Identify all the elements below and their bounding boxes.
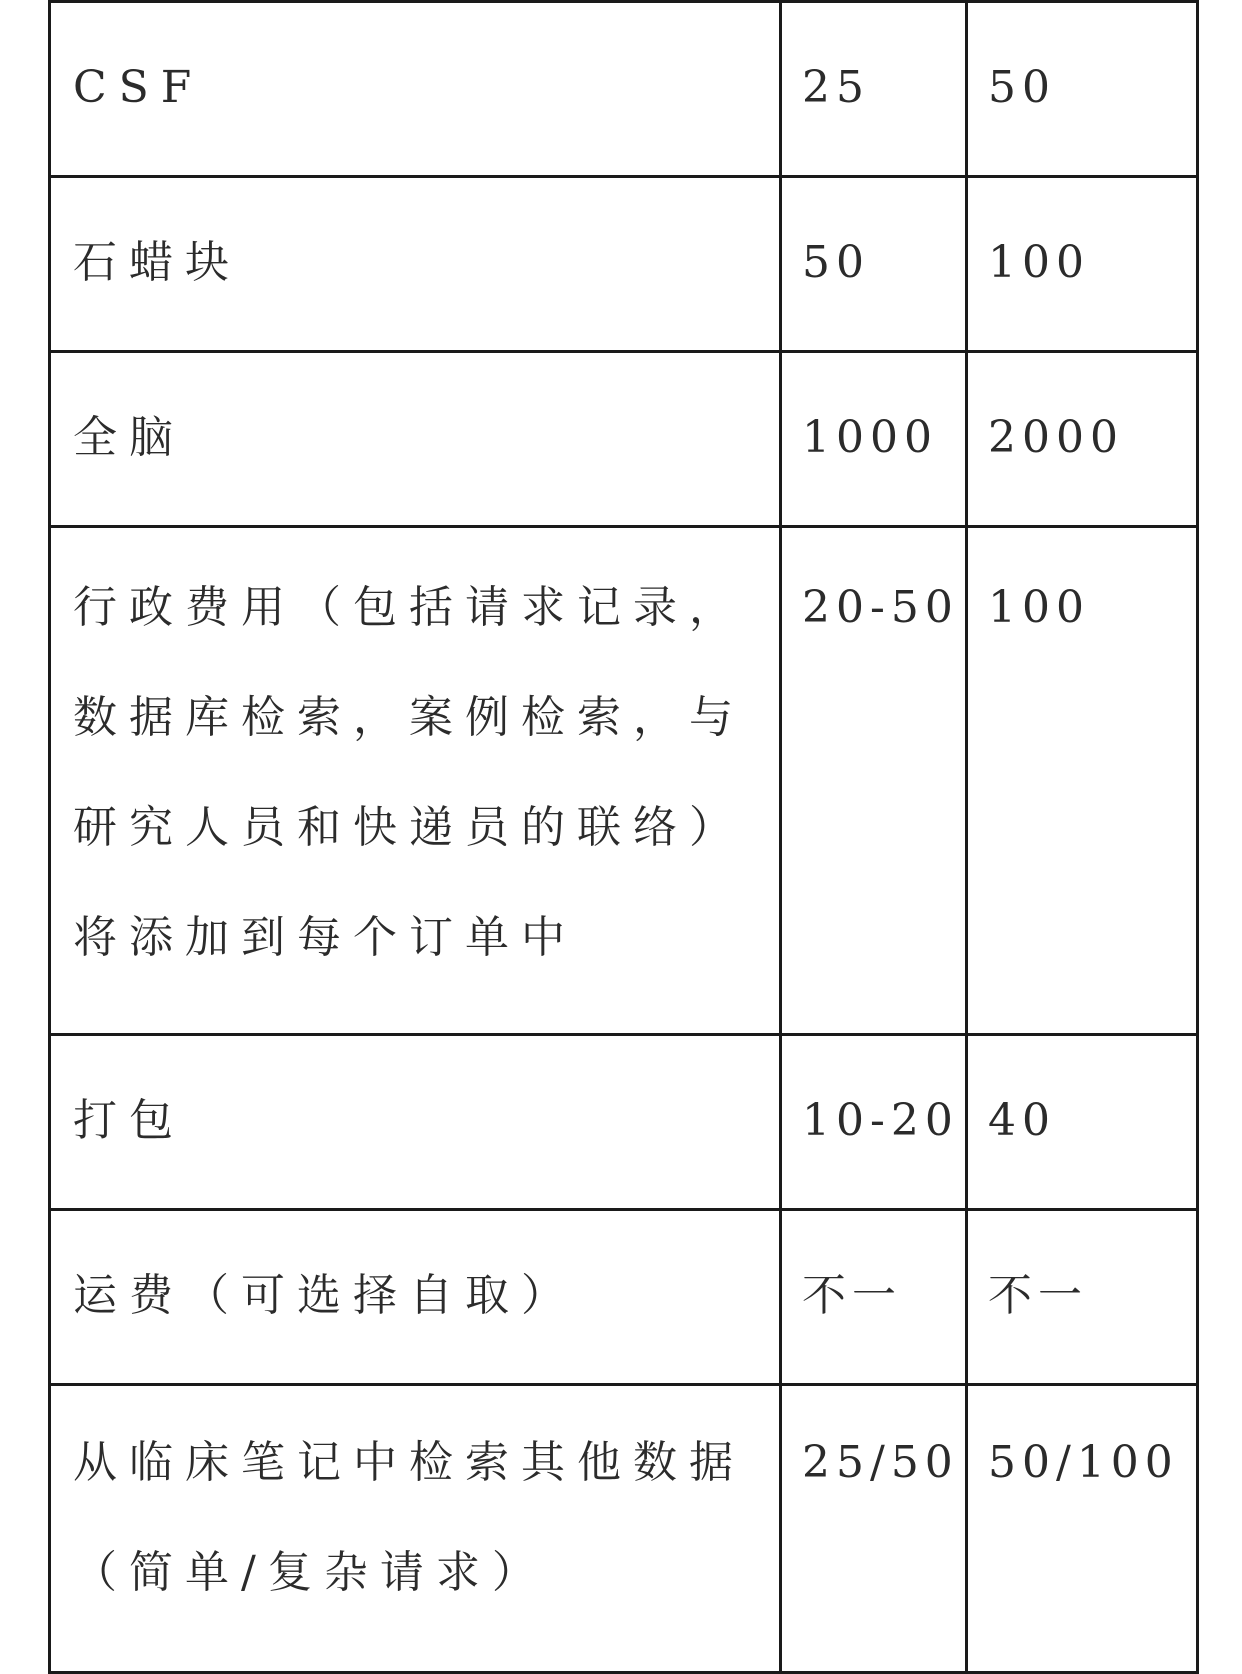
price-a-value: 50: [802, 237, 870, 288]
price-a-cell: [781, 1210, 967, 1385]
price-b-cell: [967, 1210, 1198, 1385]
table-row: [50, 2, 1198, 177]
price-b-value: 40: [988, 1095, 1056, 1146]
price-a-cell: [781, 177, 967, 352]
item-label: 全脑: [73, 412, 185, 463]
price-b-value: 50: [988, 62, 1056, 113]
table-row: [50, 1210, 1198, 1385]
price-a-value: 不一: [802, 1270, 902, 1321]
item-cell: [50, 352, 781, 527]
price-a-cell: [781, 2, 967, 177]
price-a-value: 25/50: [802, 1437, 959, 1488]
table-row: [50, 527, 1198, 1035]
price-a-value: 20-50: [802, 582, 959, 633]
item-cell: [50, 1385, 781, 1673]
item-label: 运费（可选择自取）: [73, 1270, 577, 1321]
price-b-value: 不一: [988, 1270, 1088, 1321]
price-b-value: 100: [988, 237, 1090, 288]
item-label: 石蜡块: [73, 237, 241, 288]
item-label: 行政费用（包括请求记录，数据库检索，案例检索，与研究人员和快递员的联络）将添加到每个订单中: [73, 582, 745, 963]
table-row: [50, 1385, 1198, 1673]
price-b-cell: [967, 1035, 1198, 1210]
price-b-value: 100: [988, 582, 1090, 633]
item-cell: [50, 1035, 781, 1210]
price-a-cell: [781, 1035, 967, 1210]
price-a-value: 10-20: [802, 1095, 959, 1146]
price-b-cell: [967, 352, 1198, 527]
price-b-value: 2000: [988, 412, 1124, 463]
price-b-cell: [967, 177, 1198, 352]
price-b-cell: [967, 2, 1198, 177]
price-b-value: 50/100: [988, 1437, 1179, 1488]
table-row: [50, 177, 1198, 352]
table-row: [50, 1035, 1198, 1210]
item-label: CSF: [73, 62, 204, 113]
price-b-cell: [967, 1385, 1198, 1673]
item-cell: [50, 177, 781, 352]
price-a-value: 1000: [802, 412, 938, 463]
price-a-cell: [781, 527, 967, 1035]
table-row: [50, 352, 1198, 527]
price-a-cell: [781, 352, 967, 527]
item-cell: [50, 527, 781, 1035]
price-b-cell: [967, 527, 1198, 1035]
item-cell: [50, 1210, 781, 1385]
item-label: 从临床笔记中检索其他数据（简单/复杂请求）: [73, 1437, 745, 1598]
price-a-value: 25: [802, 62, 870, 113]
item-label: 打包: [73, 1095, 185, 1146]
item-cell: [50, 2, 781, 177]
price-table: [48, 0, 1199, 1674]
price-a-cell: [781, 1385, 967, 1673]
